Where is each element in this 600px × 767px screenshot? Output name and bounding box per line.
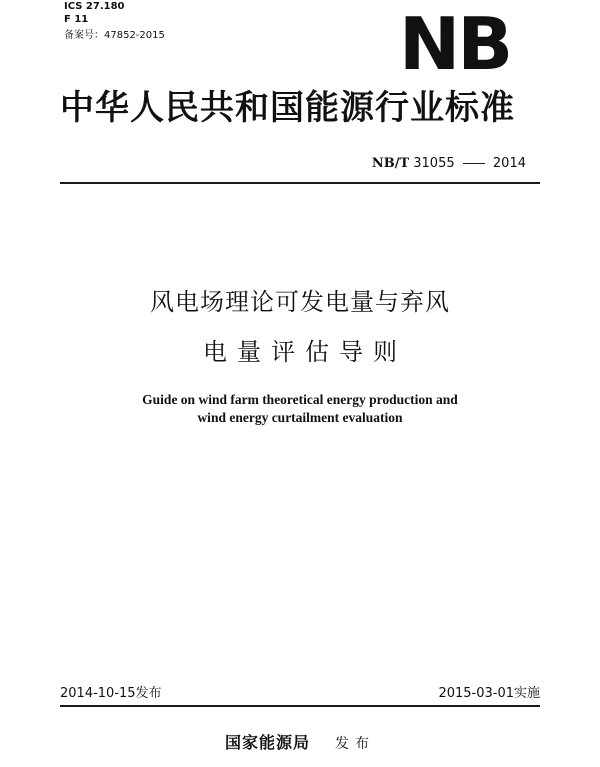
- title-en-line2: wind energy curtailment evaluation: [197, 410, 403, 425]
- issuer-name: 国家能源局: [224, 733, 310, 752]
- implement-date: 2015-03-01实施: [438, 686, 540, 701]
- nb-logo: NB: [398, 2, 510, 86]
- ics-code: ICS 27.180: [64, 1, 125, 12]
- issuer-action: 发布: [335, 736, 376, 752]
- dash-separator: [463, 163, 485, 164]
- record-number: 备案号：47852-2015: [64, 30, 165, 41]
- title-en-line1: Guide on wind farm theoretical energy production and: [142, 392, 458, 407]
- classification-code: F 11: [64, 14, 89, 25]
- standard-category-heading: 中华人民共和国能源行业标准: [60, 88, 515, 128]
- top-rule: [60, 182, 540, 184]
- issuer: [0, 733, 600, 754]
- standard-code: NB/T: [371, 156, 410, 171]
- standard-number-value: 31055: [413, 156, 455, 171]
- title-zh-line2: 电量评估导则: [203, 338, 407, 366]
- standard-number: [372, 156, 526, 172]
- bottom-rule: [60, 705, 540, 707]
- publish-date: 2014-10-15发布: [60, 686, 162, 701]
- standard-year: 2014: [492, 156, 526, 171]
- title-zh-line1: 风电场理论可发电量与弃风: [150, 288, 450, 316]
